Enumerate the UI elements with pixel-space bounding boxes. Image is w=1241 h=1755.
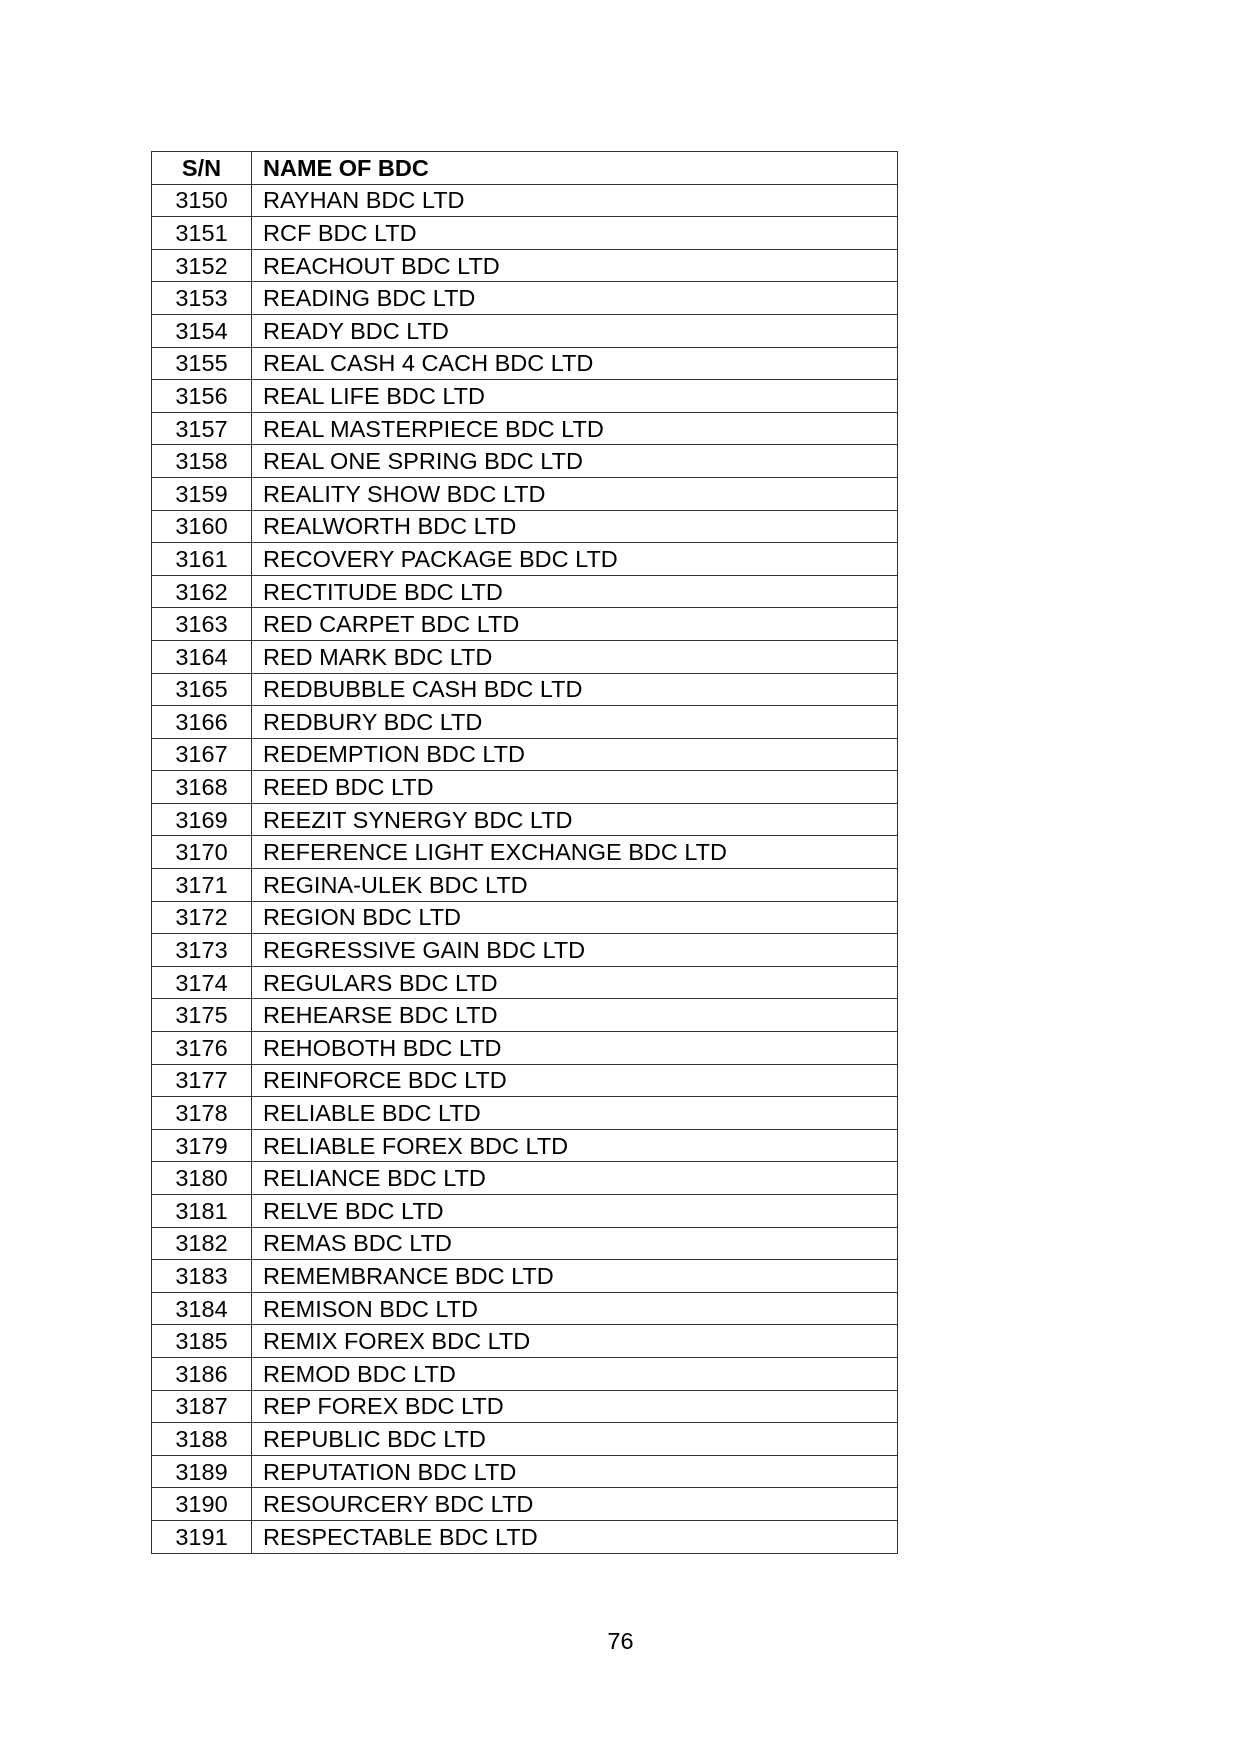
serial-number-cell: 3185 bbox=[152, 1325, 252, 1358]
bdc-name-cell: REDBUBBLE CASH BDC LTD bbox=[252, 673, 898, 706]
bdc-name-cell: REDBURY BDC LTD bbox=[252, 706, 898, 739]
table-row bbox=[152, 738, 898, 771]
bdc-name-cell: RELIABLE FOREX BDC LTD bbox=[252, 1129, 898, 1162]
serial-number-cell: 3186 bbox=[152, 1357, 252, 1390]
table-row bbox=[152, 1162, 898, 1195]
table-row bbox=[152, 1260, 898, 1293]
serial-number-cell: 3160 bbox=[152, 510, 252, 543]
serial-number-cell: 3180 bbox=[152, 1162, 252, 1195]
bdc-name-cell: REMEMBRANCE BDC LTD bbox=[252, 1260, 898, 1293]
serial-number-cell: 3190 bbox=[152, 1488, 252, 1521]
table-row bbox=[152, 1423, 898, 1456]
bdc-name-cell: RESOURCERY BDC LTD bbox=[252, 1488, 898, 1521]
bdc-name-cell: READY BDC LTD bbox=[252, 314, 898, 347]
table-row bbox=[152, 184, 898, 217]
serial-number-cell: 3161 bbox=[152, 543, 252, 576]
bdc-name-cell: RED CARPET BDC LTD bbox=[252, 608, 898, 641]
table-row bbox=[152, 966, 898, 999]
table-row bbox=[152, 1455, 898, 1488]
serial-number-cell: 3181 bbox=[152, 1195, 252, 1228]
serial-number-cell: 3165 bbox=[152, 673, 252, 706]
serial-number-cell: 3171 bbox=[152, 869, 252, 902]
serial-number-cell: 3166 bbox=[152, 706, 252, 739]
serial-number-cell: 3173 bbox=[152, 934, 252, 967]
table-row bbox=[152, 510, 898, 543]
bdc-name-cell: REAL MASTERPIECE BDC LTD bbox=[252, 412, 898, 445]
serial-number-cell: 3159 bbox=[152, 477, 252, 510]
bdc-name-cell: REAL LIFE BDC LTD bbox=[252, 380, 898, 413]
serial-number-cell: 3176 bbox=[152, 1032, 252, 1065]
serial-number-cell: 3153 bbox=[152, 282, 252, 315]
bdc-name-cell: RCF BDC LTD bbox=[252, 217, 898, 250]
table-row bbox=[152, 249, 898, 282]
table-row bbox=[152, 477, 898, 510]
serial-number-cell: 3155 bbox=[152, 347, 252, 380]
serial-number-cell: 3169 bbox=[152, 803, 252, 836]
bdc-name-cell: REPUTATION BDC LTD bbox=[252, 1455, 898, 1488]
table-row bbox=[152, 575, 898, 608]
table-row bbox=[152, 1032, 898, 1065]
serial-number-cell: 3183 bbox=[152, 1260, 252, 1293]
serial-number-cell: 3172 bbox=[152, 901, 252, 934]
page-number: 76 bbox=[607, 1628, 634, 1654]
bdc-name-cell: RECTITUDE BDC LTD bbox=[252, 575, 898, 608]
bdc-name-cell: REHOBOTH BDC LTD bbox=[252, 1032, 898, 1065]
serial-number-cell: 3158 bbox=[152, 445, 252, 478]
serial-number-cell: 3167 bbox=[152, 738, 252, 771]
table-row bbox=[152, 640, 898, 673]
bdc-name-cell: REGINA-ULEK BDC LTD bbox=[252, 869, 898, 902]
serial-number-cell: 3151 bbox=[152, 217, 252, 250]
table-row bbox=[152, 1390, 898, 1423]
serial-number-cell: 3177 bbox=[152, 1064, 252, 1097]
bdc-name-cell: REDEMPTION BDC LTD bbox=[252, 738, 898, 771]
table-row bbox=[152, 999, 898, 1032]
table-row bbox=[152, 771, 898, 804]
table-body bbox=[152, 184, 898, 1553]
serial-number-cell: 3175 bbox=[152, 999, 252, 1032]
bdc-name-cell: REGION BDC LTD bbox=[252, 901, 898, 934]
serial-number-cell: 3191 bbox=[152, 1520, 252, 1553]
bdc-name-cell: REAL ONE SPRING BDC LTD bbox=[252, 445, 898, 478]
table-row bbox=[152, 217, 898, 250]
table-row bbox=[152, 1227, 898, 1260]
table-header-row bbox=[152, 152, 898, 185]
table-row bbox=[152, 608, 898, 641]
bdc-name-cell: REGULARS BDC LTD bbox=[252, 966, 898, 999]
serial-number-cell: 3157 bbox=[152, 412, 252, 445]
table-row bbox=[152, 412, 898, 445]
bdc-name-cell: RED MARK BDC LTD bbox=[252, 640, 898, 673]
bdc-name-cell: REALITY SHOW BDC LTD bbox=[252, 477, 898, 510]
serial-number-cell: 3184 bbox=[152, 1292, 252, 1325]
table-row bbox=[152, 445, 898, 478]
bdc-name-cell: REFERENCE LIGHT EXCHANGE BDC LTD bbox=[252, 836, 898, 869]
table-row bbox=[152, 803, 898, 836]
serial-number-cell: 3152 bbox=[152, 249, 252, 282]
table-row bbox=[152, 1129, 898, 1162]
serial-number-cell: 3188 bbox=[152, 1423, 252, 1456]
table-row bbox=[152, 380, 898, 413]
column-header-name: NAME OF BDC bbox=[252, 152, 898, 185]
table-row bbox=[152, 1520, 898, 1553]
table-row bbox=[152, 1195, 898, 1228]
table-row bbox=[152, 673, 898, 706]
table-row bbox=[152, 836, 898, 869]
table-row bbox=[152, 314, 898, 347]
bdc-name-cell: REINFORCE BDC LTD bbox=[252, 1064, 898, 1097]
serial-number-cell: 3170 bbox=[152, 836, 252, 869]
bdc-name-cell: RAYHAN BDC LTD bbox=[252, 184, 898, 217]
bdc-name-cell: REMISON BDC LTD bbox=[252, 1292, 898, 1325]
table-row bbox=[152, 1097, 898, 1130]
table-row bbox=[152, 869, 898, 902]
bdc-name-cell: REPUBLIC BDC LTD bbox=[252, 1423, 898, 1456]
bdc-name-cell: REMAS BDC LTD bbox=[252, 1227, 898, 1260]
serial-number-cell: 3154 bbox=[152, 314, 252, 347]
serial-number-cell: 3178 bbox=[152, 1097, 252, 1130]
table-row bbox=[152, 934, 898, 967]
table-row bbox=[152, 706, 898, 739]
bdc-name-cell: REACHOUT BDC LTD bbox=[252, 249, 898, 282]
bdc-name-cell: REMOD BDC LTD bbox=[252, 1357, 898, 1390]
bdc-name-cell: RELVE BDC LTD bbox=[252, 1195, 898, 1228]
bdc-name-cell: REMIX FOREX BDC LTD bbox=[252, 1325, 898, 1358]
bdc-name-cell: REHEARSE BDC LTD bbox=[252, 999, 898, 1032]
bdc-name-cell: RECOVERY PACKAGE BDC LTD bbox=[252, 543, 898, 576]
bdc-name-cell: RESPECTABLE BDC LTD bbox=[252, 1520, 898, 1553]
bdc-name-cell: RELIABLE BDC LTD bbox=[252, 1097, 898, 1130]
bdc-name-cell: REAL CASH 4 CACH BDC LTD bbox=[252, 347, 898, 380]
bdc-name-cell: REGRESSIVE GAIN BDC LTD bbox=[252, 934, 898, 967]
table-row bbox=[152, 1325, 898, 1358]
bdc-list-table bbox=[151, 151, 898, 1554]
table-row bbox=[152, 282, 898, 315]
bdc-name-cell: READING BDC LTD bbox=[252, 282, 898, 315]
bdc-name-cell: REP FOREX BDC LTD bbox=[252, 1390, 898, 1423]
serial-number-cell: 3179 bbox=[152, 1129, 252, 1162]
bdc-name-cell: RELIANCE BDC LTD bbox=[252, 1162, 898, 1195]
bdc-name-cell: REEZIT SYNERGY BDC LTD bbox=[252, 803, 898, 836]
serial-number-cell: 3164 bbox=[152, 640, 252, 673]
serial-number-cell: 3163 bbox=[152, 608, 252, 641]
bdc-name-cell: REED BDC LTD bbox=[252, 771, 898, 804]
table-row bbox=[152, 1292, 898, 1325]
serial-number-cell: 3182 bbox=[152, 1227, 252, 1260]
table-row bbox=[152, 543, 898, 576]
serial-number-cell: 3162 bbox=[152, 575, 252, 608]
serial-number-cell: 3156 bbox=[152, 380, 252, 413]
table-row bbox=[152, 1357, 898, 1390]
column-header-sn: S/N bbox=[152, 152, 252, 185]
serial-number-cell: 3187 bbox=[152, 1390, 252, 1423]
table-row bbox=[152, 1488, 898, 1521]
table-row bbox=[152, 1064, 898, 1097]
table-row bbox=[152, 347, 898, 380]
table-row bbox=[152, 901, 898, 934]
serial-number-cell: 3189 bbox=[152, 1455, 252, 1488]
serial-number-cell: 3168 bbox=[152, 771, 252, 804]
bdc-name-cell: REALWORTH BDC LTD bbox=[252, 510, 898, 543]
serial-number-cell: 3174 bbox=[152, 966, 252, 999]
serial-number-cell: 3150 bbox=[152, 184, 252, 217]
